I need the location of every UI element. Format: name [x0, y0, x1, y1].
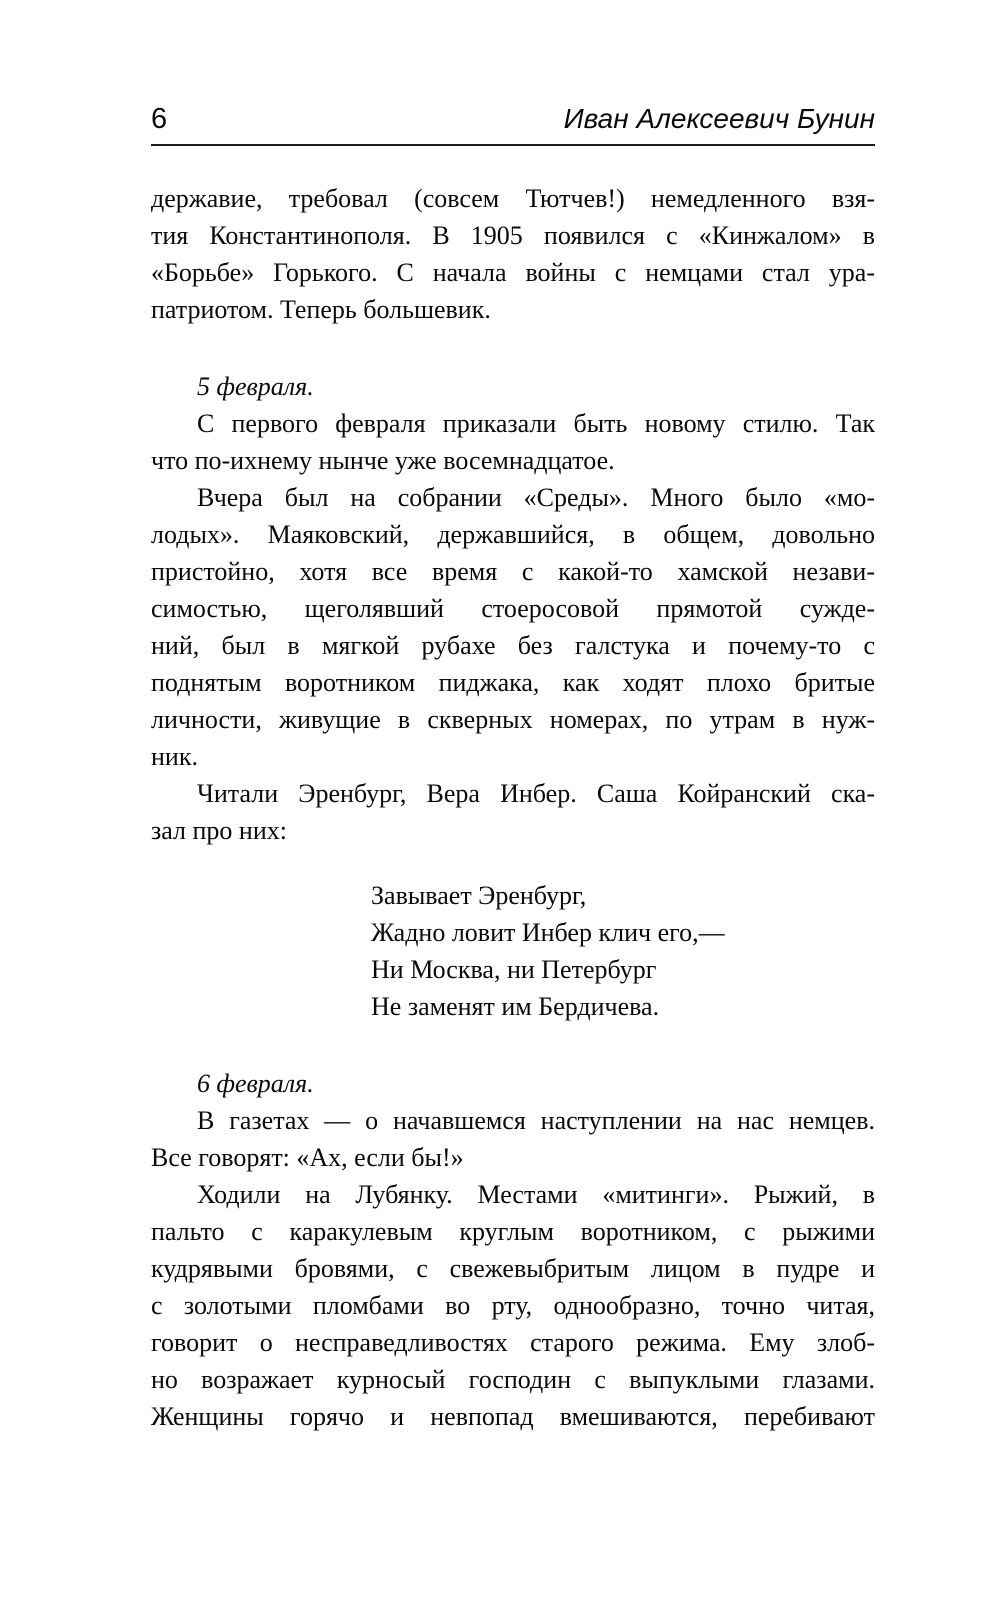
text-line: говорит о несправедливостях старого режима. Ему злоб- — [151, 1328, 875, 1357]
verse-line: Жадно ловит Инбер клич его,— — [371, 918, 725, 947]
text-line: но возражает курносый господин с выпуклыми глазами. — [151, 1365, 875, 1394]
paragraph — [151, 1102, 875, 1176]
page-body — [151, 180, 875, 1435]
date-heading: 6 февраля. — [197, 1069, 314, 1098]
text-line: патриотом. Теперь большевик. — [151, 295, 491, 324]
page-number: 6 — [151, 103, 168, 135]
text-line: Все говорят: «Ах, если бы!» — [151, 1143, 464, 1172]
text-line: Вчера был на собрании «Среды». Много было «мо- — [197, 483, 875, 512]
text-line: Женщины горячо и невпопад вмешиваются, перебивают — [151, 1402, 875, 1431]
text-line: Читали Эренбург, Вера Инбер. Саша Койранский ска- — [197, 779, 875, 808]
text-line: зал про них: — [151, 816, 287, 845]
verse-line: Ни Москва, ни Петербург — [371, 955, 657, 984]
text-line: кудрявыми бровями, с свежевыбритым лицом в пудре и — [151, 1254, 875, 1283]
text-line: Ходили на Лубянку. Местами «митинги». Рыжий, в — [197, 1180, 875, 1209]
text-line: личности, живущие в скверных номерах, по утрам в нуж- — [151, 705, 875, 734]
paragraph — [151, 479, 875, 775]
page-header — [151, 103, 875, 146]
text-line: лодых». Маяковский, державшийся, в общем, довольно — [151, 520, 875, 549]
verse-line: Завывает Эренбург, — [371, 881, 587, 910]
text-line: державие, требовал (совсем Тютчев!) немедленного взя- — [151, 184, 875, 213]
text-line: тия Константинополя. В 1905 появился с «Кинжалом» в — [151, 221, 875, 250]
text-line: ний, был в мягкой рубахе без галстука и почему-то с — [151, 631, 875, 660]
paragraph — [151, 775, 875, 849]
text-line: с золотыми пломбами во рту, однообразно, точно читая, — [151, 1291, 875, 1320]
date-heading: 5 февраля. — [197, 372, 314, 401]
text-line: «Борьбе» Горького. С начала войны с немцами стал ура- — [151, 258, 875, 287]
text-line: пристойно, хотя все время с какой-то хамской незави- — [151, 557, 875, 586]
text-line: пальто с каракулевым круглым воротником, с рыжими — [151, 1217, 875, 1246]
verse-block — [151, 877, 875, 1025]
text-line: С первого февраля приказали быть новому стилю. Так — [197, 409, 875, 438]
paragraph — [151, 180, 875, 328]
text-line: что по-ихнему нынче уже восемнадцатое. — [151, 446, 615, 475]
text-line: В газетах — о начавшемся наступлении на нас немцев. — [197, 1106, 875, 1135]
text-line: симостью, щеголявший стоеросовой прямотой сужде- — [151, 594, 875, 623]
text-line: ник. — [151, 742, 198, 771]
text-line: поднятым воротником пиджака, как ходят плохо бритые — [151, 668, 875, 697]
paragraph — [151, 405, 875, 479]
running-title: Иван Алексеевич Бунин — [563, 103, 875, 134]
verse-line: Не заменят им Бердичева. — [371, 992, 660, 1021]
paragraph — [151, 1176, 875, 1435]
